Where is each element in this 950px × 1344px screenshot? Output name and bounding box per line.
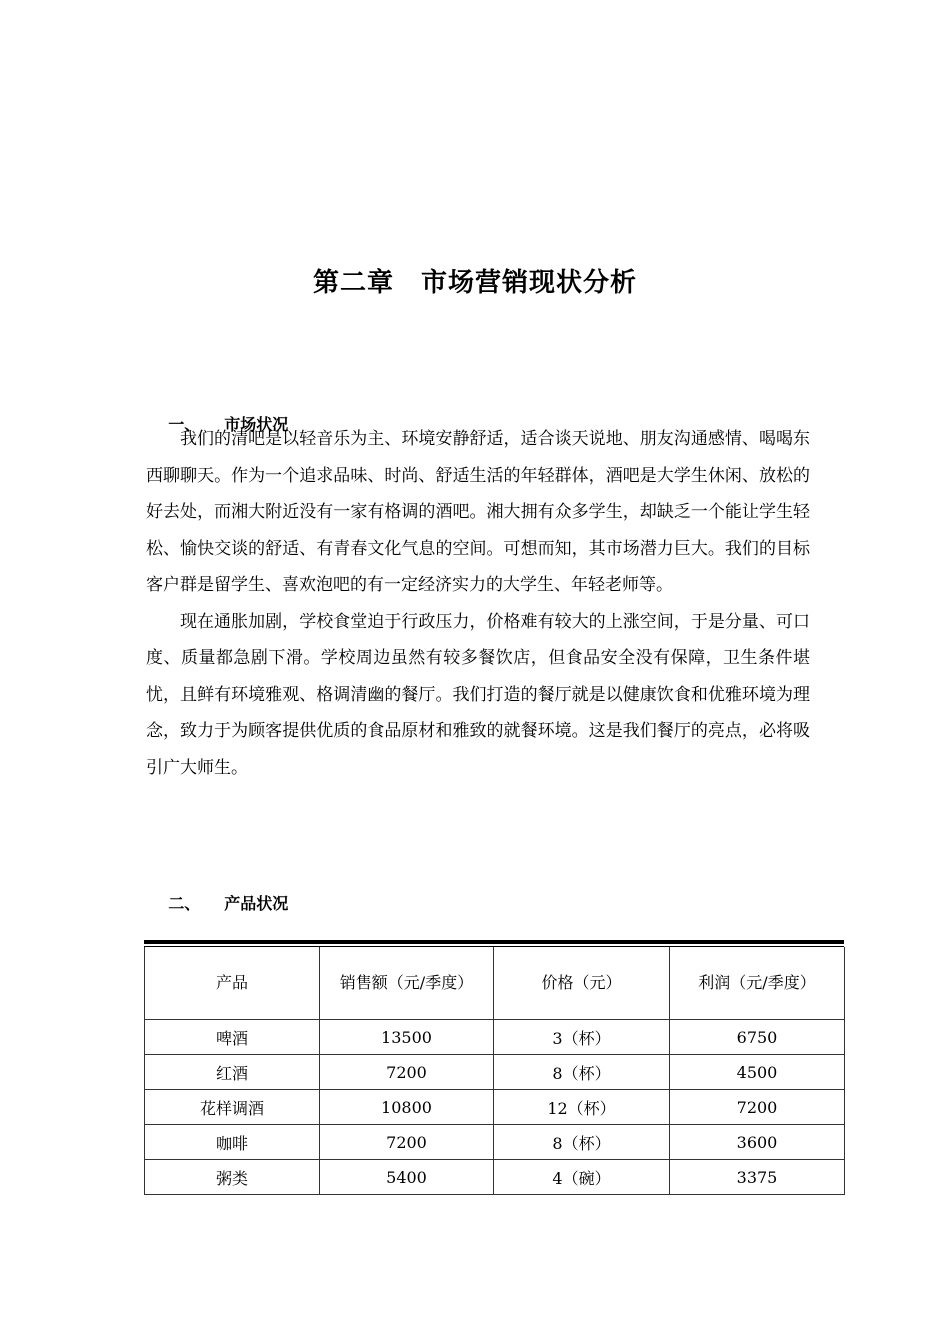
table-cell: 8（杯） <box>494 1055 670 1090</box>
table-cell: 7200 <box>320 1055 494 1090</box>
table-row <box>145 1020 845 1055</box>
table-cell: 7200 <box>670 1090 845 1125</box>
table-cell: 8（杯） <box>494 1125 670 1160</box>
table-cell: 红酒 <box>145 1055 320 1090</box>
paragraph: 现在通胀加剧，学校食堂迫于行政压力，价格难有较大的上涨空间，于是分量、可口度、质量都急剧下滑。学校周边虽然有较多餐饮店，但食品安全没有保障，卫生条件堪忧，且鲜有环境雅观、格调清幽的餐厅。我们打造的餐厅就是以健康饮食和优雅环境为理念，致力于为顾客提供优质的食品原材和雅致的就餐环境。这是我们餐厅的亮点，必将吸引广大师生。 <box>146 611 810 778</box>
section-title: 产品状况 <box>224 894 289 913</box>
table-cell: 3375 <box>670 1160 845 1195</box>
table-header-cell: 价格（元） <box>494 947 670 1020</box>
paragraph: 我们的清吧是以轻音乐为主、环境安静舒适，适合谈天说地、朋友沟通感情、喝喝东西聊聊天。作为一个追求品味、时尚、舒适生活的年轻群体，酒吧是大学生休闲、放松的好去处，而湘大附近没有一家有格调的酒吧。湘大拥有众多学生，却缺乏一个能让学生轻松、愉快交谈的舒适、有青春文化气息的空间。可想而知，其市场潜力巨大。我们的目标客户群是留学生、喜欢泡吧的有一定经济实力的大学生、年轻老师等。 <box>146 429 810 595</box>
table-header-cell: 销售额（元/季度） <box>320 947 494 1020</box>
table-row <box>145 1055 845 1090</box>
table-cell: 6750 <box>670 1020 845 1055</box>
table-cell: 花样调酒 <box>145 1090 320 1125</box>
table-cell: 3600 <box>670 1125 845 1160</box>
table-header-cell: 产品 <box>145 947 320 1020</box>
table-cell: 4（碗） <box>494 1160 670 1195</box>
section-heading-product <box>146 872 288 933</box>
table-header-cell: 利润（元/季度） <box>670 947 845 1020</box>
table-row <box>145 1160 845 1195</box>
table-cell: 10800 <box>320 1090 494 1125</box>
chapter-title: 第二章 市场营销现状分析 <box>312 268 637 298</box>
table-cell: 7200 <box>320 1125 494 1160</box>
table-cell: 啤酒 <box>145 1020 320 1055</box>
section-title: 市场状况 <box>224 415 289 434</box>
table-cell: 3（杯） <box>494 1020 670 1055</box>
table-row <box>145 1125 845 1160</box>
section-number: 二、 <box>168 894 201 913</box>
table-row <box>145 1090 845 1125</box>
table-cell: 咖啡 <box>145 1125 320 1160</box>
market-status-text <box>146 421 810 786</box>
table-header-row <box>145 947 845 1020</box>
table-cell: 13500 <box>320 1020 494 1055</box>
table-cell: 5400 <box>320 1160 494 1195</box>
product-table <box>144 940 844 1195</box>
table-cell: 粥类 <box>145 1160 320 1195</box>
section-number: 一、 <box>168 415 201 434</box>
table-cell: 12（杯） <box>494 1090 670 1125</box>
table-cell: 4500 <box>670 1055 845 1090</box>
